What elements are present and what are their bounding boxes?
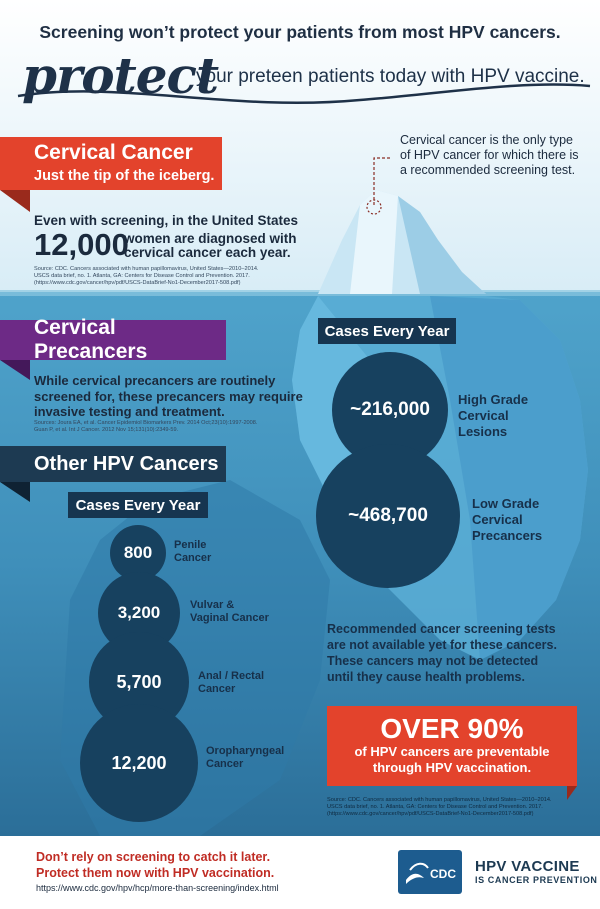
other-label-oropharyngeal bbox=[206, 745, 284, 771]
cdc-logo-icon bbox=[398, 850, 462, 894]
cervical-number-text-1: women are diagnosed with bbox=[124, 231, 297, 246]
label-line: Anal / Rectal bbox=[198, 670, 265, 682]
source-line: USCS data brief, no. 1. Atlanta, GA: Centers for Disease Control and Prevention. 2017. bbox=[34, 273, 250, 279]
text-line: until they cause health problems. bbox=[327, 670, 525, 684]
protect-word: protect bbox=[22, 46, 219, 105]
source-line: (https://www.cdc.gov/cancer/hpv/pdf/USCS-DataBrief-No1-December2017-508.pdf) bbox=[327, 811, 534, 817]
protect-subtitle: your preteen patients today with HPV vaccine. bbox=[196, 66, 585, 87]
cervical-cancer-ribbon bbox=[0, 137, 222, 190]
text-line: These cancers may not be detected bbox=[327, 654, 539, 668]
bottom-source bbox=[327, 797, 552, 818]
footer-url[interactable]: https://www.cdc.gov/hpv/hcp/more-than-screening/index.html bbox=[36, 883, 279, 893]
callout-fold bbox=[567, 786, 585, 804]
precancers-cases-label: Cases Every Year bbox=[318, 318, 456, 344]
precancer-label-low-grade bbox=[472, 496, 542, 544]
label-line: Cervical bbox=[472, 512, 523, 527]
cervical-number: 12,000 bbox=[34, 227, 129, 262]
brand-title: HPV VACCINE bbox=[475, 858, 580, 875]
precancer-circle-high-grade: ~216,000 bbox=[332, 352, 448, 468]
footer-line-2: Protect them now with HPV vaccination. bbox=[36, 866, 275, 880]
label-line: Cancer bbox=[198, 683, 236, 695]
label-line: High Grade bbox=[458, 392, 529, 407]
cervical-cancer-subtitle: Just the tip of the iceberg. bbox=[34, 168, 215, 184]
other-label-anal bbox=[198, 670, 264, 696]
label-line: Precancers bbox=[472, 528, 543, 543]
precancer-label-high-grade bbox=[458, 392, 528, 440]
label-line: Cancer bbox=[206, 758, 244, 770]
other-circle-oropharyngeal: 12,200 bbox=[80, 704, 198, 822]
text-line: are not available yet for these cancers. bbox=[327, 638, 557, 652]
label-line: Cervical bbox=[458, 408, 509, 423]
label-line: Lesions bbox=[458, 424, 508, 439]
text-line: screened for, these precancers may require bbox=[34, 388, 303, 404]
source-line: Source: CDC. Cancers associated with human papillomavirus, United States—2010–2014. bbox=[34, 266, 259, 272]
precancers-text bbox=[34, 373, 303, 420]
precancers-source bbox=[34, 420, 257, 434]
cervical-source bbox=[34, 266, 259, 287]
ribbon-fold-purple bbox=[0, 360, 30, 380]
other-circle-penile: 800 bbox=[110, 525, 166, 581]
footer-line-1: Don’t rely on screening to catch it later. bbox=[36, 850, 271, 864]
text-line: Recommended cancer screening tests bbox=[327, 622, 556, 636]
hpv-vaccine-brand bbox=[475, 858, 598, 885]
callout-line-2: through HPV vaccination. bbox=[372, 760, 532, 775]
other-label-penile bbox=[174, 539, 211, 565]
over-90-callout bbox=[327, 706, 577, 786]
cdc-logo-text: CDC bbox=[430, 867, 456, 881]
screening-unavailable-note bbox=[327, 621, 557, 685]
other-cancers-cases-label: Cases Every Year bbox=[68, 492, 208, 518]
precancers-ribbon: Cervical Precancers bbox=[0, 320, 226, 360]
label-line: Vulvar & bbox=[190, 599, 235, 611]
label-line: Vaginal Cancer bbox=[190, 612, 269, 624]
ribbon-fold-navy bbox=[0, 482, 30, 502]
cervical-intro: Even with screening, in the United States bbox=[34, 213, 299, 228]
brand-subtitle: IS CANCER PREVENTION bbox=[475, 875, 598, 885]
callout-line-1: of HPV cancers are preventable bbox=[354, 744, 550, 759]
source-line: (https://www.cdc.gov/cancer/hpv/pdf/USCS-DataBrief-No1-December2017-508.pdf) bbox=[34, 280, 241, 286]
label-line: Penile bbox=[174, 539, 207, 551]
precancer-circle-low-grade: ~468,700 bbox=[316, 444, 460, 588]
source-line: Guan P, et al. Int J Cancer. 2012 Nov 15;131(10):2349-59. bbox=[34, 427, 179, 433]
text-line: While cervical precancers are routinely bbox=[34, 373, 276, 388]
cervical-cancer-title: Cervical Cancer bbox=[34, 141, 193, 164]
headline: Screening won’t protect your patients from most HPV cancers. bbox=[39, 22, 561, 42]
ribbon-fold-red bbox=[0, 190, 30, 212]
screening-note: Cervical cancer is the only type of HPV cancer for which there is a recommended screening test. bbox=[400, 133, 579, 177]
source-line: USCS data brief, no. 1. Atlanta, GA: Centers for Disease Control and Prevention. 2017. bbox=[327, 804, 543, 810]
label-line: Cancer bbox=[174, 552, 212, 564]
other-circle-anal: 5,700 bbox=[89, 632, 189, 732]
source-line: Sources: Joura EA, et al. Cancer Epidemiol Biomarkers Prev. 2014 Oct;23(10):1997-2008. bbox=[34, 420, 258, 426]
other-circle-vulvar: 3,200 bbox=[98, 572, 180, 654]
other-cancers-ribbon: Other HPV Cancers bbox=[0, 446, 226, 482]
footer-message bbox=[36, 849, 274, 881]
other-label-vulvar bbox=[190, 599, 269, 625]
label-line: Oropharyngeal bbox=[206, 745, 285, 757]
source-line: Source: CDC. Cancers associated with human papillomavirus, United States—2010–2014. bbox=[327, 797, 552, 803]
label-line: Low Grade bbox=[472, 496, 540, 511]
text-line: invasive testing and treatment. bbox=[34, 404, 225, 419]
cervical-number-text-2: cervical cancer each year. bbox=[124, 245, 291, 260]
callout-headline: OVER 90% bbox=[380, 713, 524, 744]
